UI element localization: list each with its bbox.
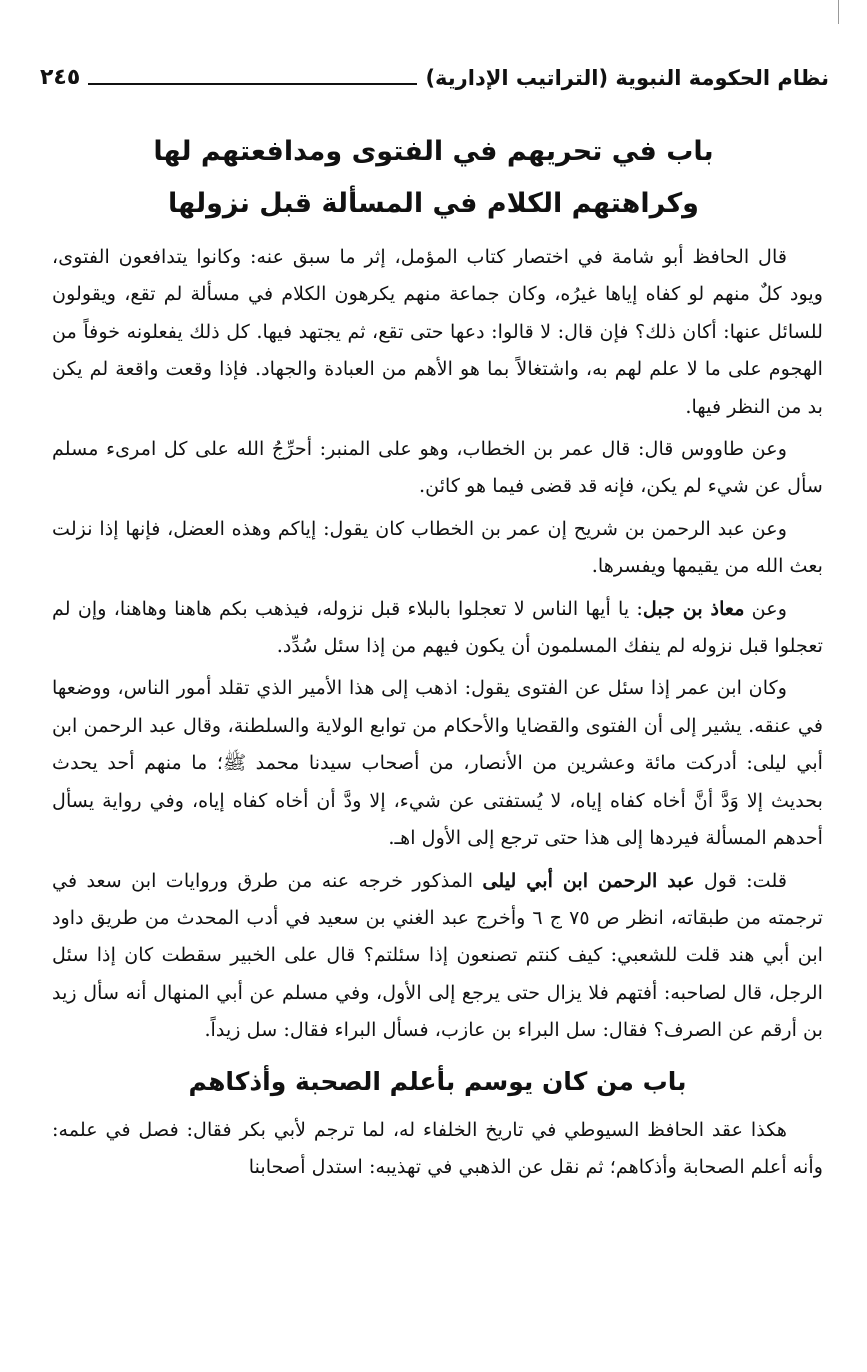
paragraph-qultu-lead: قلت: قول [694, 868, 788, 892]
running-header [40, 58, 829, 92]
paragraph-qultu [52, 862, 823, 1049]
paragraph-muadh-lead: وعن [744, 596, 787, 620]
header-rule [88, 83, 417, 85]
section-title: باب من كان يوسم بأعلم الصحبة وأذكاهم [188, 1066, 687, 1096]
paragraph-ibn-umar: وكان ابن عمر إذا سئل عن الفتوى يقول: اذهب إلى هذا الأمير الذي تقلد أمور الناس، ووضعها في عنقه. يشير إلى أن الفتوى والقضايا والأحكام من توابع الولاية والسلطنة، وقال عبد الرحمن ابن أبي ليلى: أدركت مائة وعشرين من الأنصار، من أصحاب سيدنا محمد ﷺ؛ ما منهم أحد يحدث بحديث إلا وَدَّ أنَّ أخاه كفاه إياه، لا يُستفتى عن شيء، إلا ودَّ أن أخاه كفاه إياه، وفي رواية يسأل أحدهم المسألة فيردها إلى هذا حتى ترجع إلى الأول اهـ. [52, 676, 823, 850]
paragraph-muadh-rest: : يا أيها الناس لا تعجلوا بالبلاء قبل نزوله، فيذهب بكم هاهنا وهاهنا، وإن لم تعجلوا قبل نزوله لم ينفك المسلمون أن يكون فيهم من إذا سئل سُدِّد. [52, 596, 823, 658]
paragraph-qultu-rest: المذكور خرجه عنه من طرق وروايات ابن سعد في ترجمته من طبقاته، انظر ص ٧٥ ج ٦ وأخرج عبد الغني بن سعيد في أدب المحدث من طريق داود ابن أبي هند قلت للشعبي: كيف كنتم تصنعون إذا سئلتم؟ قال على الخبير سقطت كان إذا سئل الرجل، قال لصاحبه: أفتهم فلا يزال حتى يرجع إلى الأول، وفي مسلم عن أبي المنهال أنه سأل زيد بن أرقم عن الصرف؟ فقال: سل البراء بن عازب، فسأل البراء فقال: سل زيداً. [52, 868, 823, 1042]
paragraph-abu-shama: قال الحافظ أبو شامة في اختصار كتاب المؤمل، إثر ما سبق عنه: وكانوا يتدافعون الفتوى، ويود كلٌ منهم لو كفاه إياها غيرُه، وكان جماعة منهم يكرهون الكلام في مسألة لم تقع، ويقولون للسائل عنها: أكان ذلك؟ فإن قال: لا قالوا: دعها حتى تقع، ثم يجتهد فيها. كل ذلك يفعلونه خوفاً من الهجوم على ما لا علم لهم به، واشتغالاً بما هو الأهم من العبادة والجهاد. فإذا وقعت واقعة لم يكن بد من النظر فيها. [52, 245, 823, 418]
running-title: نظام الحكومة النبوية (التراتيب الإدارية) [425, 66, 829, 90]
paragraph-ibn-shurayh: وعن عبد الرحمن بن شريح إن عمر بن الخطاب كان يقول: إياكم وهذه العضل، فإنها إذا نزلت بعث الله من يقيمها ويفسرها. [52, 516, 823, 578]
page-number: ٢٤٥ [40, 65, 81, 90]
chapter-title-line-2: وكراهتهم الكلام في المسألة قبل نزولها [168, 188, 699, 219]
page-edge-mark [838, 0, 839, 24]
paragraph-muadh [52, 590, 823, 665]
body-text [52, 238, 823, 1185]
name-abd-al-rahman-ibn-abi-layla: عبد الرحمن ابن أبي ليلى [482, 868, 695, 892]
paragraph-suyuti: هكذا عقد الحافظ السيوطي في تاريخ الخلفاء له، لما ترجم لأبي بكر فقال: فصل في علمه: وأنه أعلم الصحابة وأذكاهم؛ ثم نقل عن الذهبي في تهذيبه: استدل أصحابنا [52, 1117, 823, 1178]
name-muadh-ibn-jabal: معاذ بن جبل [642, 596, 745, 620]
chapter-title-line-1: باب في تحريهم في الفتوى ومدافعتهم لها [153, 136, 714, 167]
paragraph-tawus: وعن طاووس قال: قال عمر بن الخطاب، وهو على المنبر: أحرِّجُ الله على كل امرىء مسلم سأل عن شيء لم يكن، فإنه قد قضى فيما هو كائن. [52, 437, 823, 498]
